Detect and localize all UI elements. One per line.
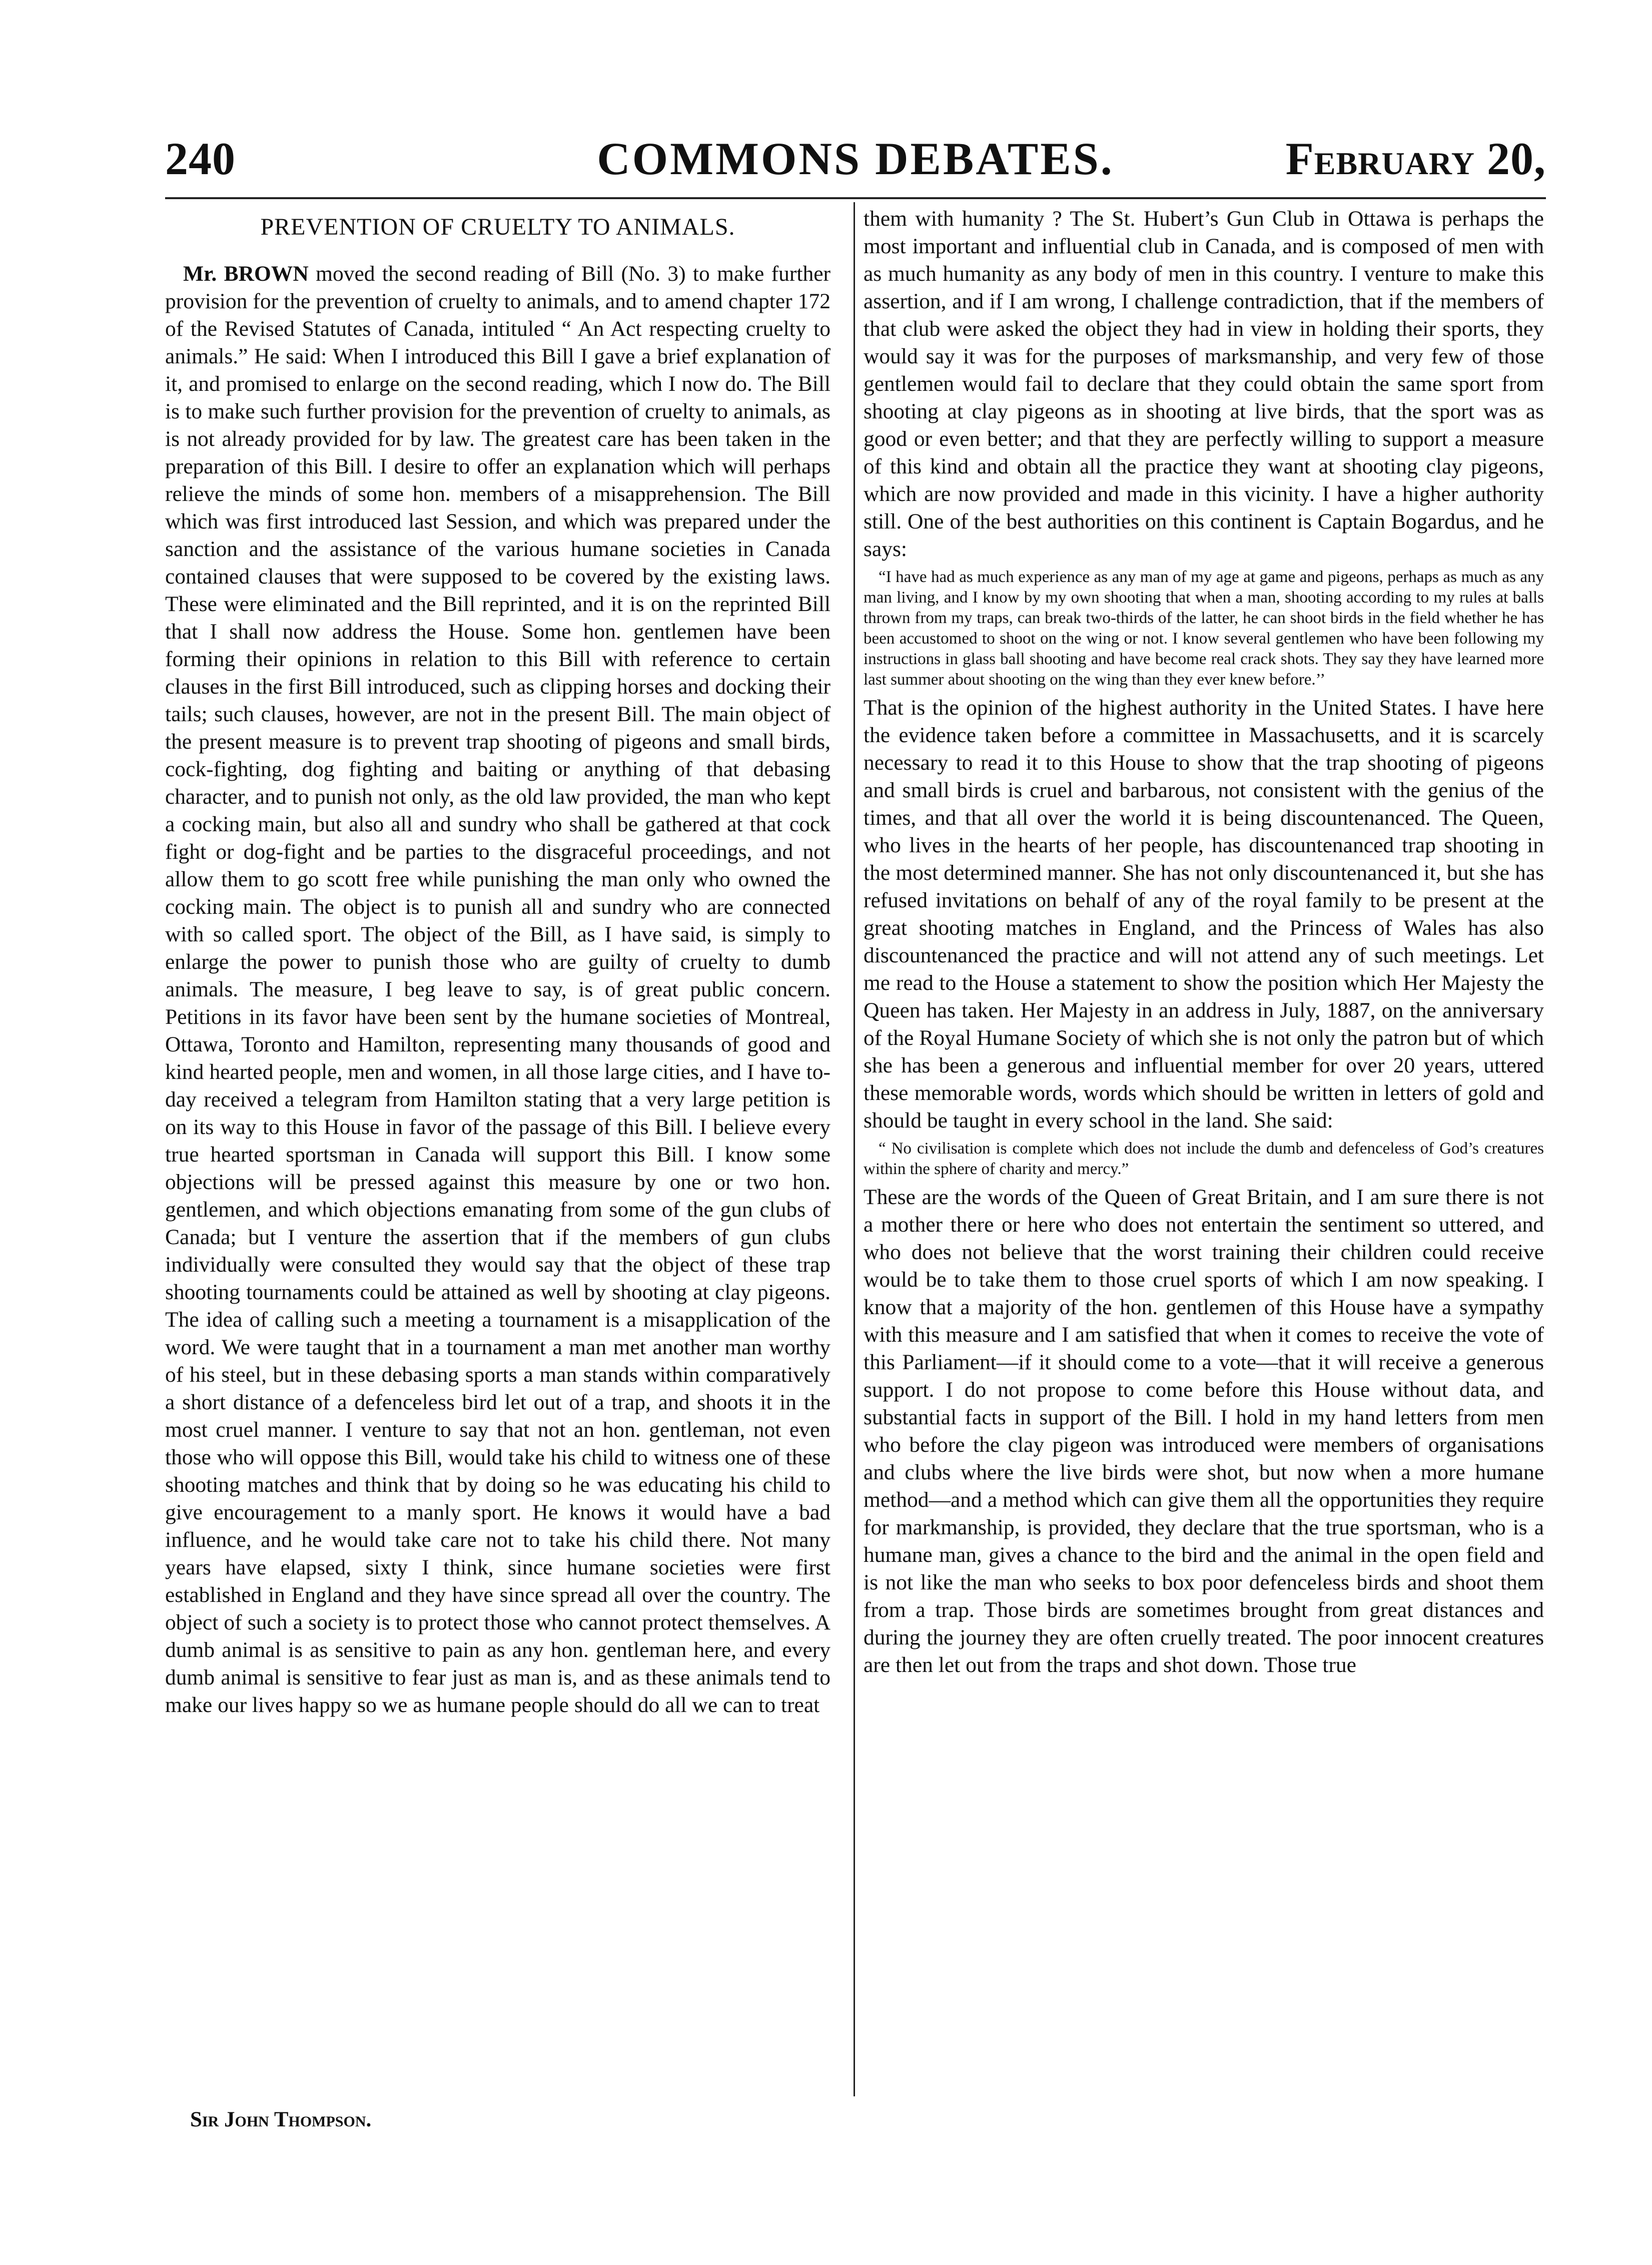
running-title: COMMONS DEBATES. xyxy=(597,133,1114,184)
footer-speaker: Sir John Thompson. xyxy=(190,2108,372,2131)
page-header xyxy=(165,131,1546,186)
column-divider xyxy=(854,202,855,2096)
paragraph: These are the words of the Queen of Great Britain, and I am sure there is not a mother there or here who does not entertain the sentiment so uttered, and who does not believe that the worst training their children could receive would be to take them to those cruel sports of which I am now speaking. I know that a majority of the hon. gentlemen of this House have a sympathy with this measure and I am satisfied that when it comes to receive the vote of this Parliament—if it should come to a vote—that it will receive a generous support. I do not propose to come before this House without data, and substantial facts in support of the Bill. I hold in my hand letters from men who before the clay pigeon was introduced were members of organisations and clubs where the live birds were shot, but now when a more humane method—and a method which can give them all the opportunities they require for markmanship, is provided, they declare that the true sportsman, who is a humane man, gives a chance to the bird and the animal in the open field and is not like the man who seeks to box poor defenceless birds and shoot them from a trap. Those birds are sometimes brought from great distances and during the journey they are often cruelly treated. The poor innocent creatures are then let out from the traps and shot down. Those true xyxy=(864,1185,1544,1677)
block-quote: “ No civilisation is complete which does not include the dumb and defenceless of God’s creatures within the sphere of charity and mercy.” xyxy=(864,1140,1544,1178)
paragraph xyxy=(165,260,831,1719)
left-column xyxy=(165,205,831,2107)
paragraph-text: moved the second reading of Bill (No. 3) to make further provision for the prevention of cruelty to animals, and to amend chapter 172 of the Revised Statutes of Canada, intituled “ An Act respecting cruelty to animals.” He said: When I introduced this Bill I gave a brief explanation of it, and promised to enlarge on the second reading, which I now do. The Bill is to make such further provision for the prevention of cruelty to animals, as is not already provided for by law. The greatest care has been taken in the preparation of this Bill. I desire to offer an explanation which will perhaps relieve the minds of some hon. members of a misapprehension. The Bill which was first introduced last Session, and which was prepared under the sanction and the assistance of the various humane societies in Canada contained clauses that were supposed to be covered by the existing laws. These were eliminated and the Bill reprinted, and it is on the reprinted Bill that I shall now address the House. Some hon. gentlemen have been forming their opinions in relation to this Bill with reference to certain clauses in the first Bill introduced, such as clipping horses and docking their tails; such clauses, however, are not in the present Bill. The main object of the present measure is to prevent trap shooting of pigeons and small birds, cock-fighting, dog fighting and baiting or anything of that debasing character, and to punish not only, as the old law provided, the man who kept a cocking main, but also all and sundry who shall be gathered at that cock fight or dog-fight and be parties to the disgraceful proceedings, and not allow them to go scott free while punishing the man only who owned the cocking main. The object is to punish all and sundry who are connected with so called sport. The object of the Bill, as I have said, is simply to enlarge the power to punish those who are guilty of cruelty to dumb animals. The measure, I beg leave to say, is of great public concern. Petitions in its favor have been sent by the humane societies of Montreal, Ottawa, Toronto and Hamilton, representing many thousands of good and kind hearted people, men and women, in all those large cities, and I have to-day received a telegram from Hamilton stating that a very large petition is on its way to this House in favor of the passage of this Bill. I believe every true hearted sportsman in Canada will support this Bill. I know some objections will be pressed against this measure by one or two hon. gentlemen, and which objections emanating from some of the gun clubs of Canada; but I venture the assertion that if the members of gun clubs individually were consulted they would say that the object of these trap shooting tournaments could be attained as well by shooting at clay pigeons. The idea of calling such a meeting a tournament is a misapplication of the word. We were taught that in a tournament a man met another man worthy of his steel, but in these debasing sports a man stands within comparatively a short distance of a defenceless bird let out of a trap, and shoots it in the most cruel manner. I venture to say that not an hon. gentleman, not even those who will oppose this Bill, would take his child to witness one of these shooting matches and think that by doing so he was educating his child to give encouragement to a manly sport. He knows it would have a bad influence, and he would take care not to take his child there. Not many years have elapsed, sixty I think, since humane societies were first established in England and they have since spread all over the country. The object of such a society is to protect those who cannot protect themselves. A dumb animal is as sensitive to pain as any hon. gentleman here, and every dumb animal is sensitive to fear just as man is, and as these animals tend to make our lives happy so we as humane people should do all we can to treat xyxy=(165,262,831,1717)
paragraph: them with humanity ? The St. Hubert’s Gun Club in Ottawa is perhaps the most important and influential club in Canada, and is composed of men with as much humanity as any body of men in this country. I venture to make this assertion, and if I am wrong, I challenge contradiction, that if the members of that club were asked the object they had in view in holding their sports, they would say it was for the purposes of marksmanship, and very few of those gentlemen would fail to declare that they could obtain the same sport from shooting at clay pigeons as in shooting at live birds, that the sport was as good or even better; and that they are perfectly willing to support a measure of this kind and obtain all the practice they want at shooting clay pigeons, which are now provided and made in this vicinity. I have a higher authority still. One of the best authorities on this continent is Captain Bogardus, and he says: xyxy=(864,207,1544,561)
header-date: February 20, xyxy=(1285,133,1546,184)
section-heading: PREVENTION OF CRUELTY TO ANIMALS. xyxy=(260,214,735,240)
block-quote: “I have had as much experience as any man of my age at game and pigeons, perhaps as much as any man living, and I know by my own shooting that when a man, shooting according to my rules at balls thrown from my traps, can break two-thirds of the latter, he can shoot birds in the field whether he has been accustomed to shoot on the wing or not. I know several gentlemen who have been following my instructions in glass ball shooting and have become real crack shots. They say they have learned more last summer about shooting on the wing than they ever knew before.’’ xyxy=(864,568,1544,689)
page-number: 240 xyxy=(165,133,236,184)
right-column xyxy=(864,205,1544,2107)
header-rule xyxy=(165,197,1546,199)
paragraph: That is the opinion of the highest authority in the United States. I have here the evidence taken before a committee in Massachusetts, and it is scarcely necessary to read it to this House to show that the trap shooting of pigeons and small birds is cruel and barbarous, not consistent with the genius of the times, and that all over the world it is being discountenanced. The Queen, who lives in the hearts of her people, has discountenanced trap shooting in the most determined manner. She has not only discountenanced it, but she has refused invitations on behalf of any of the royal family to be present at the great shooting matches in England, and the Princess of Wales has also discountenanced the practice and will not attend any of such meetings. Let me read to the House a statement to show the position which Her Majesty the Queen has taken. Her Majesty in an address in July, 1887, on the anniversary of the Royal Humane Society of which she is not only the patron but of which she has been a generous and influential member for over 20 years, uttered these memorable words, words which should be written in letters of gold and should be taught in every school in the land. She said: xyxy=(864,696,1544,1132)
speaker-name: Mr. BROWN xyxy=(183,262,309,286)
